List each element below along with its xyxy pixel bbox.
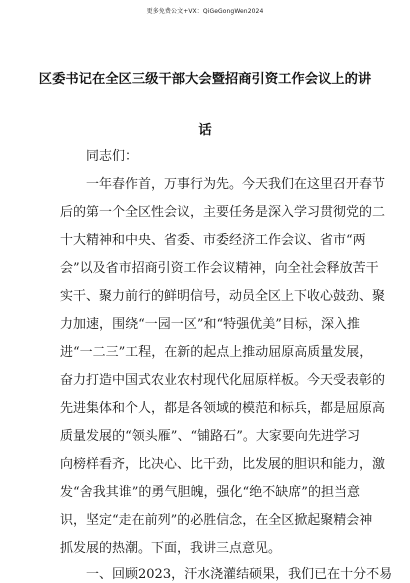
body-line: 先进集体和个人，都是各领域的模范和标兵，都是屈原高 <box>60 401 386 416</box>
body-line: 十大精神和中央、省委、市委经济工作会议、省市“两 <box>60 233 366 248</box>
body-line: 向榜样看齐，比决心、比干劲，比发展的胆识和能力，激 <box>60 457 386 472</box>
body-line: 奋力打造中国式农业农村现代化屈原样板。今天受表彰的 <box>60 373 386 388</box>
body-line: 实干、聚力前行的鲜明信号，动员全区上下收心鼓劲、聚 <box>60 289 386 304</box>
body-line: 力加速，围绕“一园一区”和“特强优美”目标，深入推 <box>60 317 360 332</box>
body-line: 进“一二三”工程，在新的起点上推动屈原高质量发展， <box>60 345 373 360</box>
body-line: 抓发展的热潮。下面，我讲三点意见。 <box>60 541 282 556</box>
body-line: 一年春作首，万事行为先。今天我们在这里召开春节 <box>86 177 386 192</box>
body-line: 质量发展的“领头雁”、“铺路石”。大家要向先进学习 <box>60 429 360 444</box>
salutation: 同志们： <box>86 149 139 164</box>
body-line: 后的第一个全区性会议，主要任务是深入学习贯彻党的二 <box>60 205 386 220</box>
body-line: 会”以及省市招商引资工作会议精神，向全社会释放苦干 <box>60 261 379 276</box>
document-title-line-1: 区委书记在全区三级干部大会暨招商引资工作会议上的讲 <box>38 72 372 87</box>
watermark-text: 更多免费公文+VX：QiGeGongWen2024 <box>146 8 264 15</box>
section-heading-line: 一、回顾2023，汗水浇灌结硕果，我们已在十分不易 <box>86 567 393 582</box>
body-line: 识，坚定“走在前列”的必胜信念，在全区掀起聚精会神 <box>60 513 373 528</box>
document-title-line-2: 话 <box>198 123 212 138</box>
body-line: 发“舍我其谁”的勇气胆魄，强化“绝不缺席”的担当意 <box>60 485 360 500</box>
